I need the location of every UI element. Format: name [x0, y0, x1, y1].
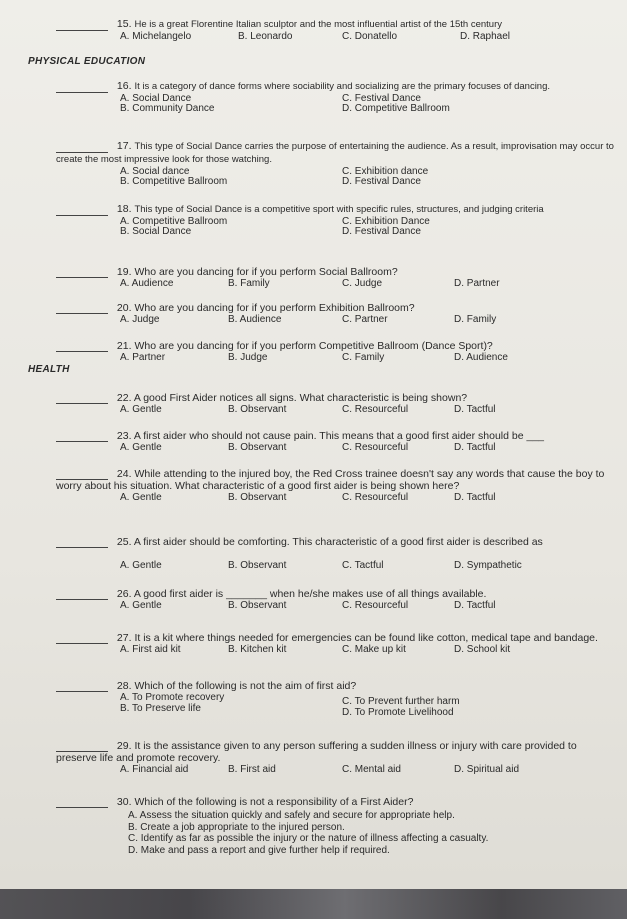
options-row [56, 278, 616, 290]
question-number: 29. [116, 740, 132, 752]
question-15 [56, 18, 616, 43]
option-a[interactable]: A. Michelangelo [120, 30, 192, 42]
option-a[interactable]: A. Partner [120, 352, 166, 364]
option-a[interactable]: A. Gentle [120, 492, 162, 504]
option-b[interactable]: B. Community Dance [120, 102, 215, 114]
question-text: This type of Social Dance is a competitive sport with specific rules, structures, and judging criteria [134, 204, 544, 215]
question-23 [56, 430, 616, 454]
question-text: Who are you dancing for if you perform Competitive Ballroom (Dance Sport)? [134, 340, 493, 352]
question-number: 28. [116, 680, 132, 692]
option-c[interactable]: C. Resourceful [342, 442, 409, 454]
option-d[interactable]: D. Tactful [454, 600, 496, 612]
option-a[interactable]: A. First aid kit [120, 644, 181, 656]
question-26 [56, 588, 616, 612]
option-b[interactable]: B. Observant [228, 560, 287, 572]
option-c[interactable]: C. Exhibition Dance [342, 215, 430, 227]
options-grid [56, 166, 616, 190]
option-b[interactable]: B. Observant [228, 492, 287, 504]
answer-blank[interactable] [56, 151, 108, 153]
option-c[interactable]: C. Mental aid [342, 764, 401, 776]
option-d[interactable]: D. To Promote Livelihood [342, 707, 454, 719]
question-number: 20. [116, 302, 132, 314]
options-row [56, 764, 616, 776]
option-b[interactable]: B. Observant [228, 404, 287, 416]
option-b[interactable]: B. Leonardo [238, 30, 293, 42]
question-number: 23. [116, 430, 132, 442]
question-27 [56, 632, 616, 656]
question-number: 25. [116, 536, 132, 548]
question-17 [56, 140, 616, 190]
question-28 [56, 680, 616, 719]
question-text: Who are you dancing for if you perform Exhibition Ballroom? [134, 302, 415, 314]
bottom-shadow [0, 889, 627, 919]
option-c[interactable]: C. Judge [342, 278, 383, 290]
option-c[interactable]: C. Identify as far as possible the injury or the nature of illness affecting a casualty. [128, 833, 489, 845]
question-text: Who are you dancing for if you perform Social Ballroom? [134, 266, 398, 278]
option-a[interactable]: A. Judge [120, 314, 160, 326]
option-d[interactable]: D. Family [454, 314, 497, 326]
question-text: A good first aider is _______ when he/she makes use of all things available. [133, 588, 487, 600]
question-number: 26. [116, 588, 132, 600]
question-text: Which of the following is not a responsibility of a First Aider? [134, 796, 414, 808]
option-b[interactable]: B. First aid [228, 764, 276, 776]
option-a[interactable]: A. Assess the situation quickly and safely and secure for appropriate help. [128, 810, 455, 822]
option-c[interactable]: C. To Prevent further harm [342, 696, 460, 708]
option-a[interactable]: A. Gentle [120, 600, 162, 612]
option-b[interactable]: B. Competitive Ballroom [120, 175, 228, 187]
question-text: He is a great Florentine Italian sculptor and the most influential artist of the 15th century [134, 19, 502, 30]
option-c[interactable]: C. Exhibition dance [342, 165, 429, 177]
option-a[interactable]: A. Social Dance [120, 92, 192, 104]
question-number: 21. [116, 340, 132, 352]
options-row [56, 560, 616, 572]
options-list [120, 810, 616, 856]
options-row [56, 31, 616, 43]
option-a[interactable]: A. Social dance [120, 165, 190, 177]
option-c[interactable]: C. Resourceful [342, 492, 409, 504]
answer-blank[interactable] [56, 806, 108, 808]
options-row [56, 352, 616, 364]
section-heading-pe: PHYSICAL EDUCATION [28, 56, 146, 67]
question-text: It is a category of dance forms where sociability and socializing are the primary focuses of dancing. [134, 81, 551, 92]
question-29 [56, 740, 616, 776]
options-grid [56, 216, 616, 240]
option-a[interactable]: A. Gentle [120, 404, 162, 416]
option-c[interactable]: C. Resourceful [342, 600, 409, 612]
question-22 [56, 392, 616, 416]
question-text: This type of Social Dance carries the purpose of entertaining the audience. As a result, improvisation may occur to create the most impressive look for those watching. [56, 141, 614, 165]
question-24 [56, 468, 616, 504]
question-19 [56, 266, 616, 290]
option-a[interactable]: A. To Promote recovery [120, 692, 225, 704]
options-row [56, 600, 616, 612]
option-c[interactable]: C. Tactful [342, 560, 384, 572]
options-row [56, 404, 616, 416]
option-c[interactable]: C. Festival Dance [342, 92, 421, 104]
question-text: Which of the following is not the aim of first aid? [134, 680, 357, 692]
question-text: It is the assistance given to any person suffering a sudden illness or injury with care provided to preserve life and promote recovery. [56, 740, 577, 765]
option-d[interactable]: D. Festival Dance [342, 225, 421, 237]
option-c[interactable]: C. Partner [342, 314, 388, 326]
options-grid [56, 692, 616, 719]
question-text: A first aider who should not cause pain. This means that a good first aider should be ___ [133, 430, 545, 442]
option-d[interactable]: D. Tactful [454, 442, 496, 454]
options-grid [56, 93, 616, 117]
option-d[interactable]: D. Raphael [460, 30, 511, 42]
option-a[interactable]: A. Competitive Ballroom [120, 215, 228, 227]
option-d[interactable]: D. Make and pass a report and give further help if required. [128, 844, 390, 856]
option-d[interactable]: D. Sympathetic [454, 560, 522, 572]
question-20 [56, 302, 616, 326]
options-row [56, 314, 616, 326]
question-21 [56, 340, 616, 364]
question-number: 18. [116, 203, 132, 215]
option-b[interactable]: B. Create a job appropriate to the injured person. [128, 821, 345, 833]
option-c[interactable]: C. Family [342, 352, 385, 364]
option-b[interactable]: B. Observant [228, 600, 287, 612]
option-d[interactable]: D. Audience [454, 352, 508, 364]
option-d[interactable]: D. Tactful [454, 404, 496, 416]
section-heading-health: HEALTH [28, 364, 70, 375]
options-row [56, 492, 616, 504]
question-number: 19. [116, 266, 132, 278]
option-b[interactable]: B. Kitchen kit [228, 644, 287, 656]
option-a[interactable]: A. Gentle [120, 560, 162, 572]
option-b[interactable]: B. Social Dance [120, 225, 192, 237]
option-b[interactable]: B. Audience [228, 314, 282, 326]
option-d[interactable]: D. Spiritual aid [454, 764, 520, 776]
question-16 [56, 80, 616, 117]
option-b[interactable]: B. Observant [228, 442, 287, 454]
option-d[interactable]: D. Partner [454, 278, 500, 290]
question-text: A first aider should be comforting. This characteristic of a good first aider is described as [133, 536, 543, 548]
question-30 [56, 796, 616, 856]
options-row [56, 644, 616, 656]
question-number: 22. [116, 392, 132, 404]
question-number: 17. [116, 140, 132, 152]
option-c[interactable]: C. Resourceful [342, 404, 409, 416]
option-d[interactable]: D. Competitive Ballroom [342, 102, 450, 114]
option-a[interactable]: A. Audience [120, 278, 174, 290]
question-18 [56, 203, 616, 240]
option-b[interactable]: B. To Preserve life [120, 703, 201, 715]
question-number: 24. [116, 468, 132, 480]
question-25 [56, 536, 616, 572]
option-c[interactable]: C. Donatello [342, 30, 398, 42]
option-b[interactable]: B. Family [228, 278, 270, 290]
option-d[interactable]: D. Tactful [454, 492, 496, 504]
question-number: 15. [116, 18, 132, 30]
question-number: 16. [116, 80, 132, 92]
option-a[interactable]: A. Financial aid [120, 764, 189, 776]
answer-blank[interactable] [56, 546, 108, 548]
option-b[interactable]: B. Judge [228, 352, 268, 364]
option-a[interactable]: A. Gentle [120, 442, 162, 454]
options-row [56, 442, 616, 454]
question-text: It is a kit where things needed for emergencies can be found like cotton, medical tape and bandage. [134, 632, 598, 644]
question-number: 27. [116, 632, 132, 644]
option-c[interactable]: C. Make up kit [342, 644, 406, 656]
option-d[interactable]: D. Festival Dance [342, 175, 421, 187]
question-number: 30. [116, 796, 132, 808]
option-d[interactable]: D. School kit [454, 644, 511, 656]
question-text: While attending to the injured boy, the Red Cross trainee doesn't say any words that cause the boy to worry about his situation. What characteristic of a good first aider is being shown here? [56, 468, 605, 493]
question-text: A good First Aider notices all signs. What characteristic is being shown? [133, 392, 468, 404]
